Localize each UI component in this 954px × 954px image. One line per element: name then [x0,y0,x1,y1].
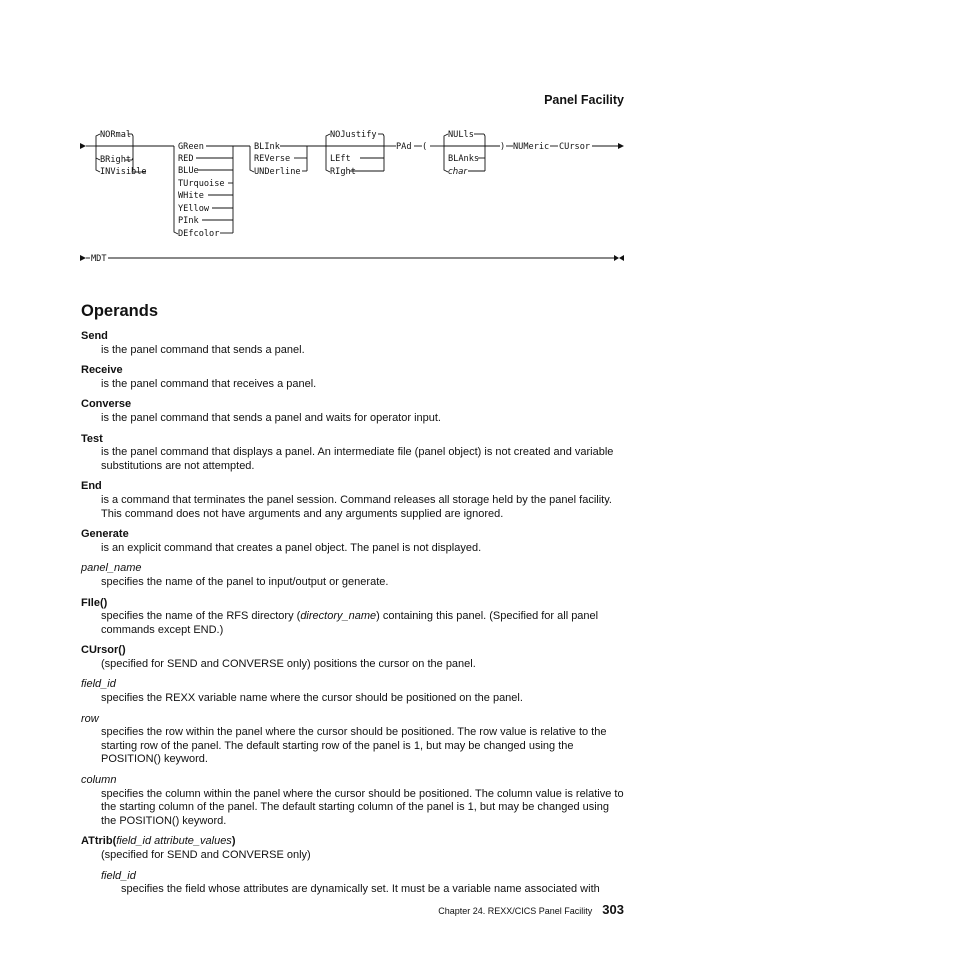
operand-desc: is the panel command that receives a panel. [101,377,317,390]
operand-column [81,774,626,828]
operand-desc: is the panel command that displays a panel. An intermediate file (panel object) is not created and variable substitutions are not attempted. [101,446,614,472]
running-head: Panel Facility [544,93,624,107]
syntax-nulls: NULls [448,130,474,140]
syntax-left: LEft [330,154,351,164]
operand-desc: is the panel command that sends a panel and waits for operator input. [101,411,441,424]
continue-arrow [618,143,624,149]
syntax-diagram-svg [78,122,628,267]
syntax-open-paren: ( [422,142,428,152]
operand-desc [81,610,626,637]
syntax-blue: BLUe [178,166,199,176]
syntax-blanks: BLAnks [448,154,480,164]
page-number: 303 [602,902,624,917]
desc-part: specifies the name of the RFS directory ( [101,610,301,623]
operand-field-id [81,678,626,705]
operand-term: Converse [81,398,132,411]
operand-term: Receive [81,364,123,377]
syntax-yellow: YEllow [178,204,210,214]
syntax-normal: NORmal [100,130,132,140]
operand-row [81,713,626,767]
operand-desc: specifies the REXX variable name where the cursor should be positioned on the panel. [101,692,523,705]
operand-desc: is a command that terminates the panel session. Command releases all storage held by the panel facility. This command does not have arguments and any arguments supplied are ignored. [101,493,612,520]
syntax-numeric: NUMeric [513,142,550,152]
operand-attrib [81,835,626,862]
operand-term: row [81,712,99,725]
operand-desc: is an explicit command that creates a panel object. The panel is not displayed. [101,541,482,554]
syntax-right: RIght [330,167,356,177]
operand-converse [81,398,626,425]
continuation-arrow [80,255,86,261]
operands-list [81,330,626,904]
operand-end [81,480,626,521]
operand-term: panel_name [81,562,142,575]
syntax-green: GReen [178,142,204,152]
operand-generate [81,528,626,555]
operand-term: End [81,480,102,493]
end-arrow-right [614,255,619,261]
syntax-turquoise: TUrquoise [178,179,225,189]
syntax-char: char [448,167,467,177]
operand-cursor [81,644,626,671]
operand-term: FIle() [81,596,108,609]
section-title: Operands [81,302,159,320]
syntax-underline: UNDerline [254,167,301,177]
syntax-mdt: MDT [91,254,107,264]
syntax-blink: BLInk [254,142,280,152]
syntax-white: WHite [178,191,204,201]
operand-term: Generate [81,528,129,541]
syntax-reverse: REVerse [254,154,291,164]
operand-desc: (specified for SEND and CONVERSE only) [101,849,311,861]
syntax-nojustify: NOJustify [330,130,377,140]
syntax-cursor: CUrsor [559,142,591,152]
syntax-red: RED [178,154,194,164]
end-arrow-left [619,255,624,261]
operand-test [81,433,626,474]
operand-attrib-field-id [81,870,626,897]
term-variable: field_id attribute_values [116,835,232,848]
operand-panel-name [81,562,626,589]
operand-term: column [81,774,117,787]
syntax-defcolor: DEfcolor [178,229,220,239]
syntax-invisible: INVisible [100,167,147,177]
operand-desc: (specified for SEND and CONVERSE only) positions the cursor on the panel. [101,657,476,670]
syntax-pad: PAd [396,142,412,152]
syntax-bright: BRight [100,155,132,165]
operand-send [81,330,626,357]
start-arrow [80,143,86,149]
operand-desc: is the panel command that sends a panel. [101,343,305,356]
desc-part: ) containing this panel. (Specified for all panel commands except END.) [101,610,599,636]
operand-term: CUrsor() [81,644,126,657]
operand-term: Test [81,432,103,445]
operand-file [81,597,626,638]
operand-desc: specifies the column within the panel where the cursor should be positioned. The column value is relative to the starting column of the panel. The default starting column of the panel is 1, but may be changed using the POSITION() keyword. [101,787,624,827]
syntax-diagram [78,122,628,267]
syntax-close-paren: ) [500,142,506,152]
operand-term: field_id [101,869,136,882]
syntax-pink: PInk [178,216,199,226]
operand-desc: specifies the row within the panel where the cursor should be positioned. The row value is relative to the starting row of the panel. The default starting row of the panel is 1, but may be changed using the POSITION() keyword. [101,726,607,766]
term-part: ) [231,835,236,848]
footer-chapter: Chapter 24. REXX/CICS Panel Facility [438,906,593,916]
operand-term: Send [81,330,108,342]
operand-term: field_id [81,678,116,691]
operand-receive [81,364,626,391]
page-footer [438,902,624,917]
term-part: ATtrib( [81,835,117,848]
operand-desc: specifies the field whose attributes are dynamically set. It must be a variable name associated with [121,883,600,896]
desc-variable: directory_name [300,610,377,623]
operand-term [81,835,626,849]
operand-desc: specifies the name of the panel to input/output or generate. [101,575,389,588]
